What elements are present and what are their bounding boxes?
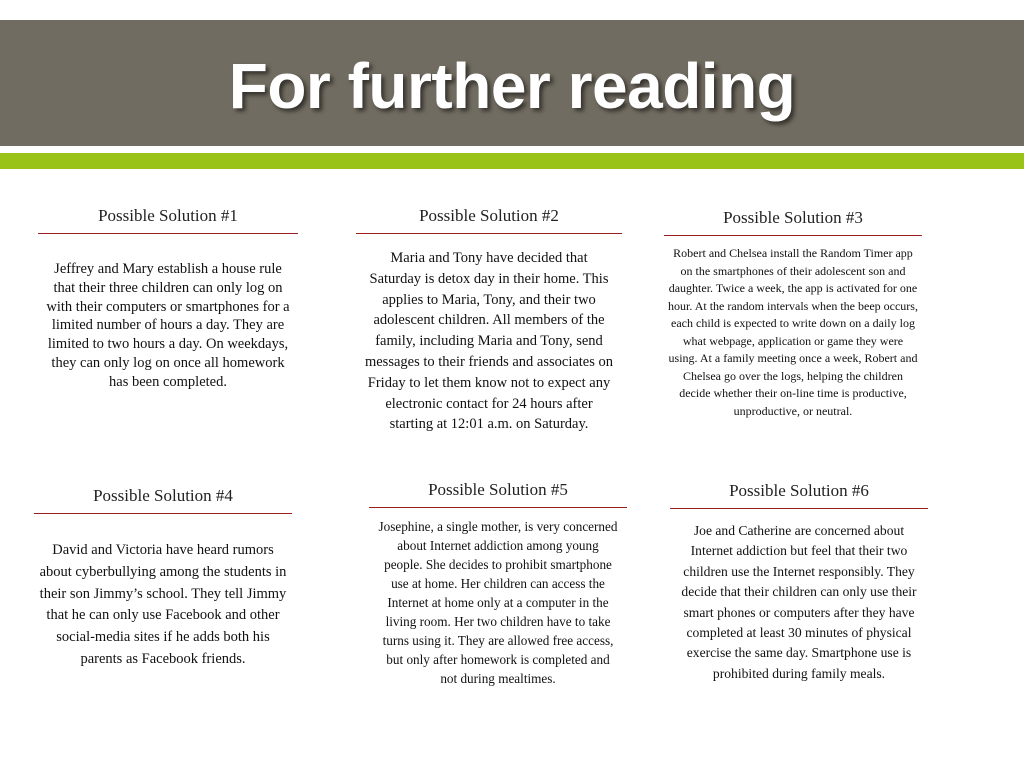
solution-title: Possible Solution #3 bbox=[664, 207, 922, 236]
solution-text: Joe and Catherine are concerned about Internet addiction but feel that their two children use the Internet responsibly. They decide that their children can only use their smart phones or computers after they have completed at least 30 minutes of physical exercise the same day. Smartphone use is prohibited during family meals. bbox=[681, 523, 917, 681]
solution-text: David and Victoria have heard rumors about cyberbullying among the students in their son Jimmy’s school. They tell Jimmy that he can only use Facebook and other social-media sites if he adds both his parents as Facebook friends. bbox=[39, 542, 287, 667]
solution-text: Maria and Tony have decided that Saturday is detox day in their home. This applies to Maria, Tony, and their two adolescent children. All members of the family, including Maria and Tony, send messages to their friends and associates on Friday to let them know not to expect any electronic contact for 24 hours after starting at 12:01 a.m. on Saturday. bbox=[364, 250, 614, 433]
slide-title: For further reading bbox=[228, 50, 796, 122]
solution-title: Possible Solution #5 bbox=[369, 479, 627, 508]
solution-card-6 bbox=[670, 480, 928, 684]
solution-title: Possible Solution #1 bbox=[38, 205, 298, 234]
solution-card-4 bbox=[34, 485, 292, 671]
solution-card-3 bbox=[664, 207, 922, 420]
solution-card-1 bbox=[38, 205, 298, 392]
solution-text: Robert and Chelsea install the Random Timer app on the smartphones of their adolescent son and daughter. Twice a week, the app is activated for one hour. At the random intervals when the beep occurs, each child is expected to write down on a daily log what webpage, application or game they were using. At a family meeting once a week, Robert and Chelsea go over the logs, helping the children decide whether their on-line time is productive, unproductive, or neutral. bbox=[668, 246, 918, 418]
solution-title: Possible Solution #4 bbox=[34, 485, 292, 514]
solution-text: Jeffrey and Mary establish a house rule that their three children can only log on with their computers or smartphones for a limited number of hours a day. They are limited to two hours a day. On weekdays, they can only log on once all homework has been completed. bbox=[46, 261, 290, 390]
solution-text: Josephine, a single mother, is very concerned about Internet addiction among young people. She decides to prohibit smartphone use at home. Her children can access the Internet at home only at a computer in the living room. Her two children have to take turns using it. They are allowed free access, but only after homework is completed and not during mealtimes. bbox=[378, 519, 618, 686]
solution-title: Possible Solution #2 bbox=[356, 205, 622, 234]
solution-title: Possible Solution #6 bbox=[670, 480, 928, 509]
accent-bar bbox=[0, 153, 1024, 169]
solution-card-2 bbox=[356, 205, 622, 435]
solution-card-5 bbox=[369, 479, 627, 688]
